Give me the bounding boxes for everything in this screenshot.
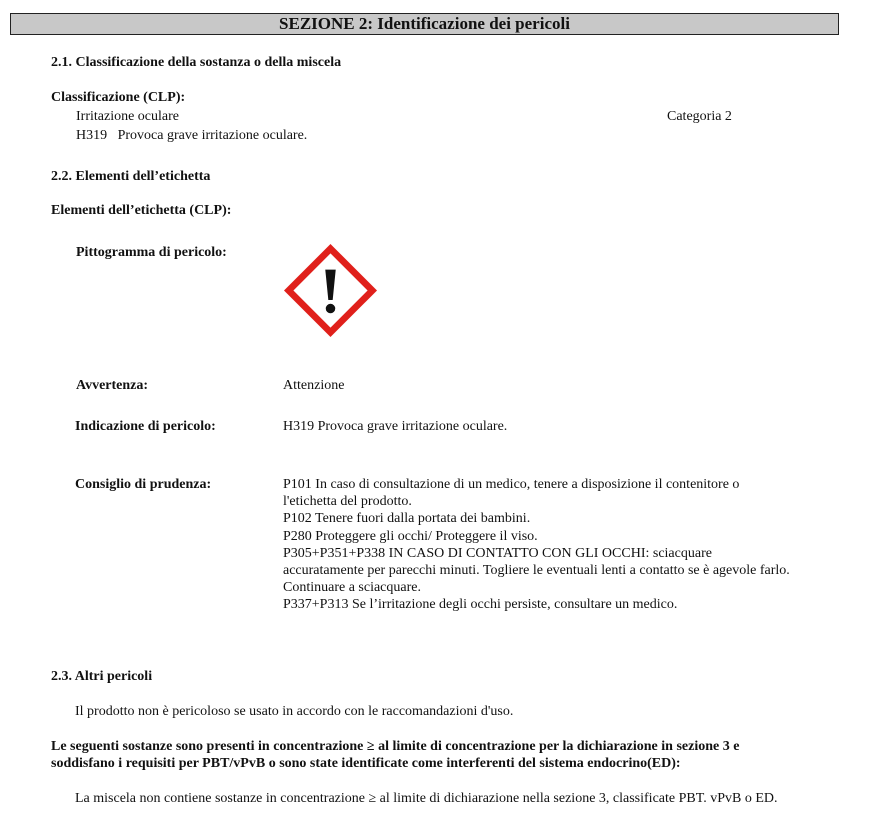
signal-word-value: Attenzione [283, 378, 345, 393]
precaution-line: P337+P313 Se l’irritazione degli occhi persiste, consultare un medico. [283, 597, 678, 613]
heading-2-3: 2.3. Altri pericoli [51, 669, 153, 684]
pbt-note-line: Le seguenti sostanze sono presenti in concentrazione ≥ al limite di concentrazione per la dichiarazione in sezione 3 e [51, 739, 740, 754]
other-hazards-text: Il prodotto non è pericoloso se usato in accordo con le raccomandazioni d'uso. [75, 704, 514, 719]
precaution-line: P305+P351+P338 IN CASO DI CONTATTO CON GLI OCCHI: sciacquare [283, 545, 712, 561]
precautionary-label: Consiglio di prudenza: [75, 477, 212, 492]
heading-2-2: 2.2. Elementi dell’etichetta [51, 169, 211, 184]
signal-word-label: Avvertenza: [76, 378, 149, 393]
precaution-line: P280 Proteggere gli occhi/ Proteggere il viso. [283, 528, 538, 544]
clp-classification-label: Classificazione (CLP): [51, 90, 186, 105]
section-title-text: SEZIONE 2: Identificazione dei pericoli [279, 14, 570, 33]
hazard-indication-label: Indicazione di pericolo: [75, 419, 216, 434]
mixture-statement: La miscela non contiene sostanze in concentrazione ≥ al limite di dichiarazione nella sezione 3, classificate PBT. vPvB o ED. [75, 791, 778, 806]
classification-name: Irritazione oculare [76, 109, 179, 124]
precaution-line: accuratamente per parecchi minuti. Togliere le eventuali lenti a contatto se è agevole farlo. [283, 563, 790, 579]
pbt-ed-note [51, 738, 851, 772]
exclamation-mark-icon [283, 243, 378, 338]
precaution-line: Continuare a sciacquare. [283, 580, 421, 596]
precautionary-statements [283, 476, 843, 614]
precaution-line: P102 Tenere fuori dalla portata dei bambini. [283, 511, 531, 527]
hazard-statement-line: H319 Provoca grave irritazione oculare. [76, 128, 308, 143]
section-title [10, 13, 839, 35]
precaution-line: l'etichetta del prodotto. [283, 494, 412, 510]
pbt-note-line: soddisfano i requisiti per PBT/vPvB o sono state identificate come interferenti del sistema endocrino(ED): [51, 756, 681, 771]
hazard-indication-value: H319 Provoca grave irritazione oculare. [283, 419, 508, 434]
label-elements-clp: Elementi dell’etichetta (CLP): [51, 203, 232, 218]
heading-2-1: 2.1. Classificazione della sostanza o della miscela [51, 55, 342, 70]
classification-category: Categoria 2 [667, 109, 732, 124]
pictogram-label: Pittogramma di pericolo: [76, 245, 227, 260]
precaution-line: P101 In caso di consultazione di un medico, tenere a disposizione il contenitore o [283, 477, 740, 492]
